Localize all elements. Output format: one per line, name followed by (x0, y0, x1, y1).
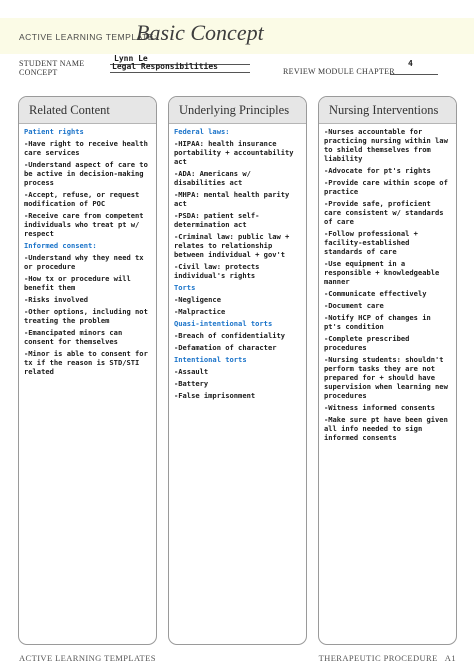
bullet-item: -Malpractice (174, 307, 226, 316)
panel-body[interactable] (19, 124, 156, 376)
bullet-item: -Follow professional + facility-established standards of care (324, 229, 418, 256)
bullet-item: -Communicate effectively (324, 289, 427, 298)
bullet-item: -Make sure pt have been given all info needed to sign informed consents (324, 415, 448, 442)
bullet-item: -MHPA: mental health parity act (174, 190, 290, 208)
bullet-item: -Assault (174, 367, 209, 376)
bullet-item: -Understand aspect of care to be active in decision-making process (24, 160, 148, 187)
footer-left: ACTIVE LEARNING TEMPLATES (19, 653, 156, 663)
bullet-item: -Use equipment in a responsible + knowledgeable manner (324, 259, 440, 286)
bullet-item: -Battery (174, 379, 209, 388)
template-title: Basic Concept (136, 20, 264, 45)
bullet-item: -Notify HCP of changes in pt's condition (324, 313, 431, 331)
bullet-item: -Risks involved (24, 295, 89, 304)
bullet-item: -Complete prescribed procedures (324, 334, 410, 352)
bullet-item: -HIPAA: health insurance portability + accountability act (174, 139, 294, 166)
bullet-item: -Nursing students: shouldn't perform tasks they are not prepared for + should have supervision when learning new procedures (324, 355, 448, 400)
panel-title: Related Content (19, 97, 156, 124)
concept-field[interactable]: Legal Responsibilities (112, 62, 218, 71)
bullet-item: -Other options, including not treating the problem (24, 307, 148, 325)
review-chapter-field[interactable]: 4 (408, 59, 413, 68)
bullet-item: -Breach of confidentiality (174, 331, 286, 340)
review-chapter-underline (390, 74, 438, 75)
panel-underlying-principles (168, 96, 307, 645)
subheading: Federal laws: (174, 127, 230, 136)
concept-underline (110, 72, 250, 73)
bullet-item: -ADA: Americans w/ disabilities act (174, 169, 251, 187)
bullet-item: -PSDA: patient self-determination act (174, 211, 260, 229)
panel-nursing-interventions (318, 96, 457, 645)
footer-right: THERAPEUTIC PROCEDURE A1 (318, 653, 456, 663)
panel-title: Nursing Interventions (319, 97, 456, 124)
subheading: Informed consent: (24, 241, 97, 250)
panel-body[interactable] (169, 124, 306, 400)
bullet-item: -Defamation of character (174, 343, 277, 352)
bullet-item: -Advocate for pt's rights (324, 166, 431, 175)
subheading: Intentional torts (174, 355, 247, 364)
template-label: ACTIVE LEARNING TEMPLATE: (19, 32, 157, 42)
subheading: Quasi-intentional torts (174, 319, 273, 328)
subheading: Torts (174, 283, 196, 292)
bullet-item: -Nurses accountable for practicing nursing within law to shield themselves from liability (324, 127, 448, 163)
panel-body[interactable] (319, 124, 456, 442)
bullet-item: -Receive care from competent individuals who treat pt w/ respect (24, 211, 144, 238)
review-module-label: REVIEW MODULE CHAPTER (283, 67, 395, 76)
bullet-item: -False imprisonment (174, 391, 256, 400)
bullet-item: -Have right to receive health care services (24, 139, 148, 157)
bullet-item: -Criminal law: public law + relates to relationship between individual + gov't (174, 232, 290, 259)
bullet-item: -Minor is able to consent for tx if the reason is STD/STI related (24, 349, 148, 376)
bullet-item: -How tx or procedure will benefit them (24, 274, 131, 292)
bullet-item: -Accept, refuse, or request modification of POC (24, 190, 140, 208)
bullet-item: -Document care (324, 301, 384, 310)
bullet-item: -Understand why they need tx or procedure (24, 253, 144, 271)
student-name-field[interactable]: Lynn Le (114, 54, 148, 63)
bullet-item: -Emancipated minors can consent for themselves (24, 328, 123, 346)
panel-related-content (18, 96, 157, 645)
panel-title: Underlying Principles (169, 97, 306, 124)
bullet-item: -Civil law: protects individual's rights (174, 262, 260, 280)
subheading: Patient rights (24, 127, 84, 136)
bullet-item: -Provide care within scope of practice (324, 178, 448, 196)
bullet-item: -Provide safe, proficient care consistent w/ standards of care (324, 199, 444, 226)
bullet-item: -Negligence (174, 295, 221, 304)
bullet-item: -Witness informed consents (324, 403, 436, 412)
student-concept-label: STUDENT NAME CONCEPT (19, 59, 85, 77)
